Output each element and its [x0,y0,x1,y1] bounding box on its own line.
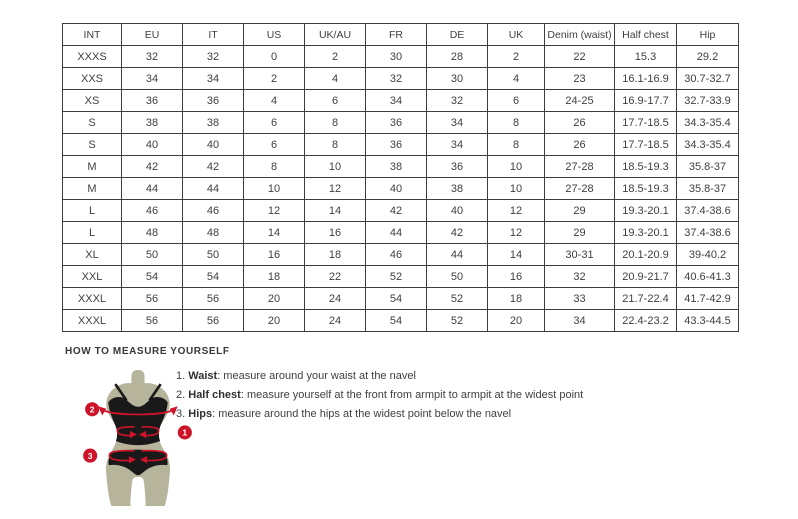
table-cell: 26 [545,134,615,156]
table-cell: 52 [427,310,488,332]
table-cell: 19.3-20.1 [615,222,677,244]
table-cell: 18 [488,288,545,310]
table-cell: 14 [488,244,545,266]
table-cell: 16 [244,244,305,266]
table-cell: 16 [305,222,366,244]
size-conversion-table [62,23,739,332]
table-cell: M [63,156,122,178]
table-cell: M [63,178,122,200]
table-cell: 24 [305,288,366,310]
table-cell: 0 [244,46,305,68]
figure-marker-3-badge [83,449,97,463]
table-cell: 34.3-35.4 [677,134,739,156]
table-header-cell: Denim (waist) [545,24,615,46]
table-cell: 36 [427,156,488,178]
table-cell: 22 [305,266,366,288]
table-cell: 10 [488,156,545,178]
measure-instruction-half-chest [176,390,583,402]
table-cell: 37.4-38.6 [677,222,739,244]
table-cell: 32 [122,46,183,68]
table-cell: 54 [366,310,427,332]
table-row [63,134,739,156]
table-row [63,112,739,134]
table-cell: 27-28 [545,156,615,178]
table-cell: S [63,134,122,156]
instruction-text: : measure around the hips at the widest point below the navel [212,408,512,420]
table-cell: 16.9-17.7 [615,90,677,112]
table-cell: 44 [122,178,183,200]
figure-marker-2-badge [85,402,99,416]
instruction-number: 1. [176,370,186,382]
instruction-number: 2. [176,389,186,401]
table-cell: 29 [545,222,615,244]
table-cell: 16.1-16.9 [615,68,677,90]
table-header-cell: US [244,24,305,46]
table-cell: 20 [244,310,305,332]
table-cell: 44 [366,222,427,244]
table-cell: 34 [366,90,427,112]
table-cell: 22.4-23.2 [615,310,677,332]
table-cell: 50 [122,244,183,266]
table-cell: 56 [183,288,244,310]
table-cell: 6 [244,112,305,134]
table-cell: 50 [183,244,244,266]
table-cell: 30 [366,46,427,68]
table-cell: 6 [488,90,545,112]
figure-marker-1: 1 [182,427,188,438]
table-cell: 36 [183,90,244,112]
table-row [63,288,739,310]
table-cell: 36 [366,112,427,134]
table-cell: 46 [366,244,427,266]
table-cell: 32.7-33.9 [677,90,739,112]
measure-section-heading: HOW TO MEASURE YOURSELF [65,346,230,357]
table-cell: XS [63,90,122,112]
table-cell: 40 [427,200,488,222]
table-row [63,266,739,288]
table-header-cell: UK [488,24,545,46]
table-cell: 40 [366,178,427,200]
table-cell: 23 [545,68,615,90]
table-cell: L [63,222,122,244]
table-cell: 40 [183,134,244,156]
table-cell: 22 [545,46,615,68]
table-cell: 15.3 [615,46,677,68]
instruction-number: 3. [176,408,186,420]
table-cell: 32 [183,46,244,68]
instruction-text: : measure yourself at the front from armpit to armpit at the widest point [240,389,584,401]
table-cell: 40.6-41.3 [677,266,739,288]
table-cell: 30-31 [545,244,615,266]
table-header-cell: Half chest [615,24,677,46]
table-cell: 26 [545,112,615,134]
table-cell: 12 [488,200,545,222]
table-cell: 42 [183,156,244,178]
table-cell: 56 [183,310,244,332]
table-cell: 6 [244,134,305,156]
table-cell: 2 [488,46,545,68]
table-cell: 46 [122,200,183,222]
table-cell: 14 [244,222,305,244]
table-cell: 33 [545,288,615,310]
table-cell: 8 [488,134,545,156]
table-cell: 30.7-32.7 [677,68,739,90]
table-cell: 50 [427,266,488,288]
table-cell: 43.3-44.5 [677,310,739,332]
table-cell: 17.7-18.5 [615,112,677,134]
table-row [63,178,739,200]
table-cell: 34 [545,310,615,332]
table-cell: 32 [366,68,427,90]
table-row [63,156,739,178]
table-cell: 32 [427,90,488,112]
table-cell: 21.7-22.4 [615,288,677,310]
figure-marker-3: 3 [87,450,93,461]
table-cell: 17.7-18.5 [615,134,677,156]
table-cell: 34 [122,68,183,90]
table-cell: 38 [427,178,488,200]
table-cell: 46 [183,200,244,222]
table-cell: 36 [366,134,427,156]
table-cell: 41.7-42.9 [677,288,739,310]
table-cell: 2 [305,46,366,68]
table-cell: 34 [427,112,488,134]
table-cell: 34.3-35.4 [677,112,739,134]
table-cell: 38 [366,156,427,178]
table-cell: 4 [305,68,366,90]
table-cell: 56 [122,288,183,310]
table-cell: 44 [183,178,244,200]
table-cell: 54 [183,266,244,288]
table-cell: 19.3-20.1 [615,200,677,222]
table-cell: 8 [305,134,366,156]
table-cell: 44 [427,244,488,266]
table-cell: 20.1-20.9 [615,244,677,266]
table-cell: 39-40.2 [677,244,739,266]
table-header-row [63,24,739,46]
table-header-cell: INT [63,24,122,46]
table-cell: XXXL [63,288,122,310]
table-cell: 12 [488,222,545,244]
table-cell: 20.9-21.7 [615,266,677,288]
table-cell: 24 [305,310,366,332]
table-row [63,200,739,222]
table-cell: 18.5-19.3 [615,156,677,178]
table-header-cell: UK/AU [305,24,366,46]
table-cell: 24-25 [545,90,615,112]
table-cell: 29 [545,200,615,222]
table-cell: 42 [366,200,427,222]
table-cell: 38 [122,112,183,134]
measure-instruction-waist [176,371,583,383]
table-cell: 54 [122,266,183,288]
table-cell: 34 [427,134,488,156]
measure-instruction-hips [176,409,583,421]
table-cell: 27-28 [545,178,615,200]
table-cell: 16 [488,266,545,288]
table-cell: 48 [122,222,183,244]
table-header-cell: IT [183,24,244,46]
table-cell: 56 [122,310,183,332]
table-cell: 2 [244,68,305,90]
figure-marker-2: 2 [89,404,95,415]
table-cell: XL [63,244,122,266]
instruction-term: Half chest [188,389,241,401]
table-cell: XXS [63,68,122,90]
table-row [63,244,739,266]
table-cell: 35.8-37 [677,178,739,200]
table-cell: 40 [122,134,183,156]
table-cell: 20 [244,288,305,310]
table-cell: 38 [183,112,244,134]
size-table-head [63,24,739,46]
table-cell: 20 [488,310,545,332]
table-cell: 4 [488,68,545,90]
table-cell: 35.8-37 [677,156,739,178]
table-cell: 48 [183,222,244,244]
table-cell: 54 [366,288,427,310]
instruction-term: Hips [188,408,213,420]
table-cell: XXL [63,266,122,288]
table-cell: 8 [488,112,545,134]
table-cell: 28 [427,46,488,68]
table-cell: 8 [305,112,366,134]
table-cell: L [63,200,122,222]
table-cell: 10 [244,178,305,200]
table-row [63,222,739,244]
table-cell: 36 [122,90,183,112]
table-cell: 42 [427,222,488,244]
table-row [63,90,739,112]
table-header-cell: Hip [677,24,739,46]
table-cell: 42 [122,156,183,178]
table-cell: XXXL [63,310,122,332]
measure-instructions-list [176,371,583,428]
instruction-text: : measure around your waist at the navel [217,370,416,382]
table-cell: 32 [545,266,615,288]
table-cell: 52 [427,288,488,310]
table-row [63,68,739,90]
table-cell: 8 [244,156,305,178]
table-cell: 18 [244,266,305,288]
table-cell: 4 [244,90,305,112]
table-cell: 34 [183,68,244,90]
table-cell: 12 [244,200,305,222]
table-cell: 30 [427,68,488,90]
table-header-cell: FR [366,24,427,46]
table-cell: 10 [488,178,545,200]
table-cell: 52 [366,266,427,288]
table-cell: 18.5-19.3 [615,178,677,200]
table-cell: 6 [305,90,366,112]
table-cell: XXXS [63,46,122,68]
table-row [63,310,739,332]
table-cell: 37.4-38.6 [677,200,739,222]
table-cell: S [63,112,122,134]
table-cell: 18 [305,244,366,266]
table-cell: 14 [305,200,366,222]
table-cell: 12 [305,178,366,200]
table-header-cell: DE [427,24,488,46]
instruction-term: Waist [188,370,218,382]
table-cell: 10 [305,156,366,178]
table-header-cell: EU [122,24,183,46]
table-cell: 29.2 [677,46,739,68]
size-table-body [63,46,739,332]
table-row [63,46,739,68]
